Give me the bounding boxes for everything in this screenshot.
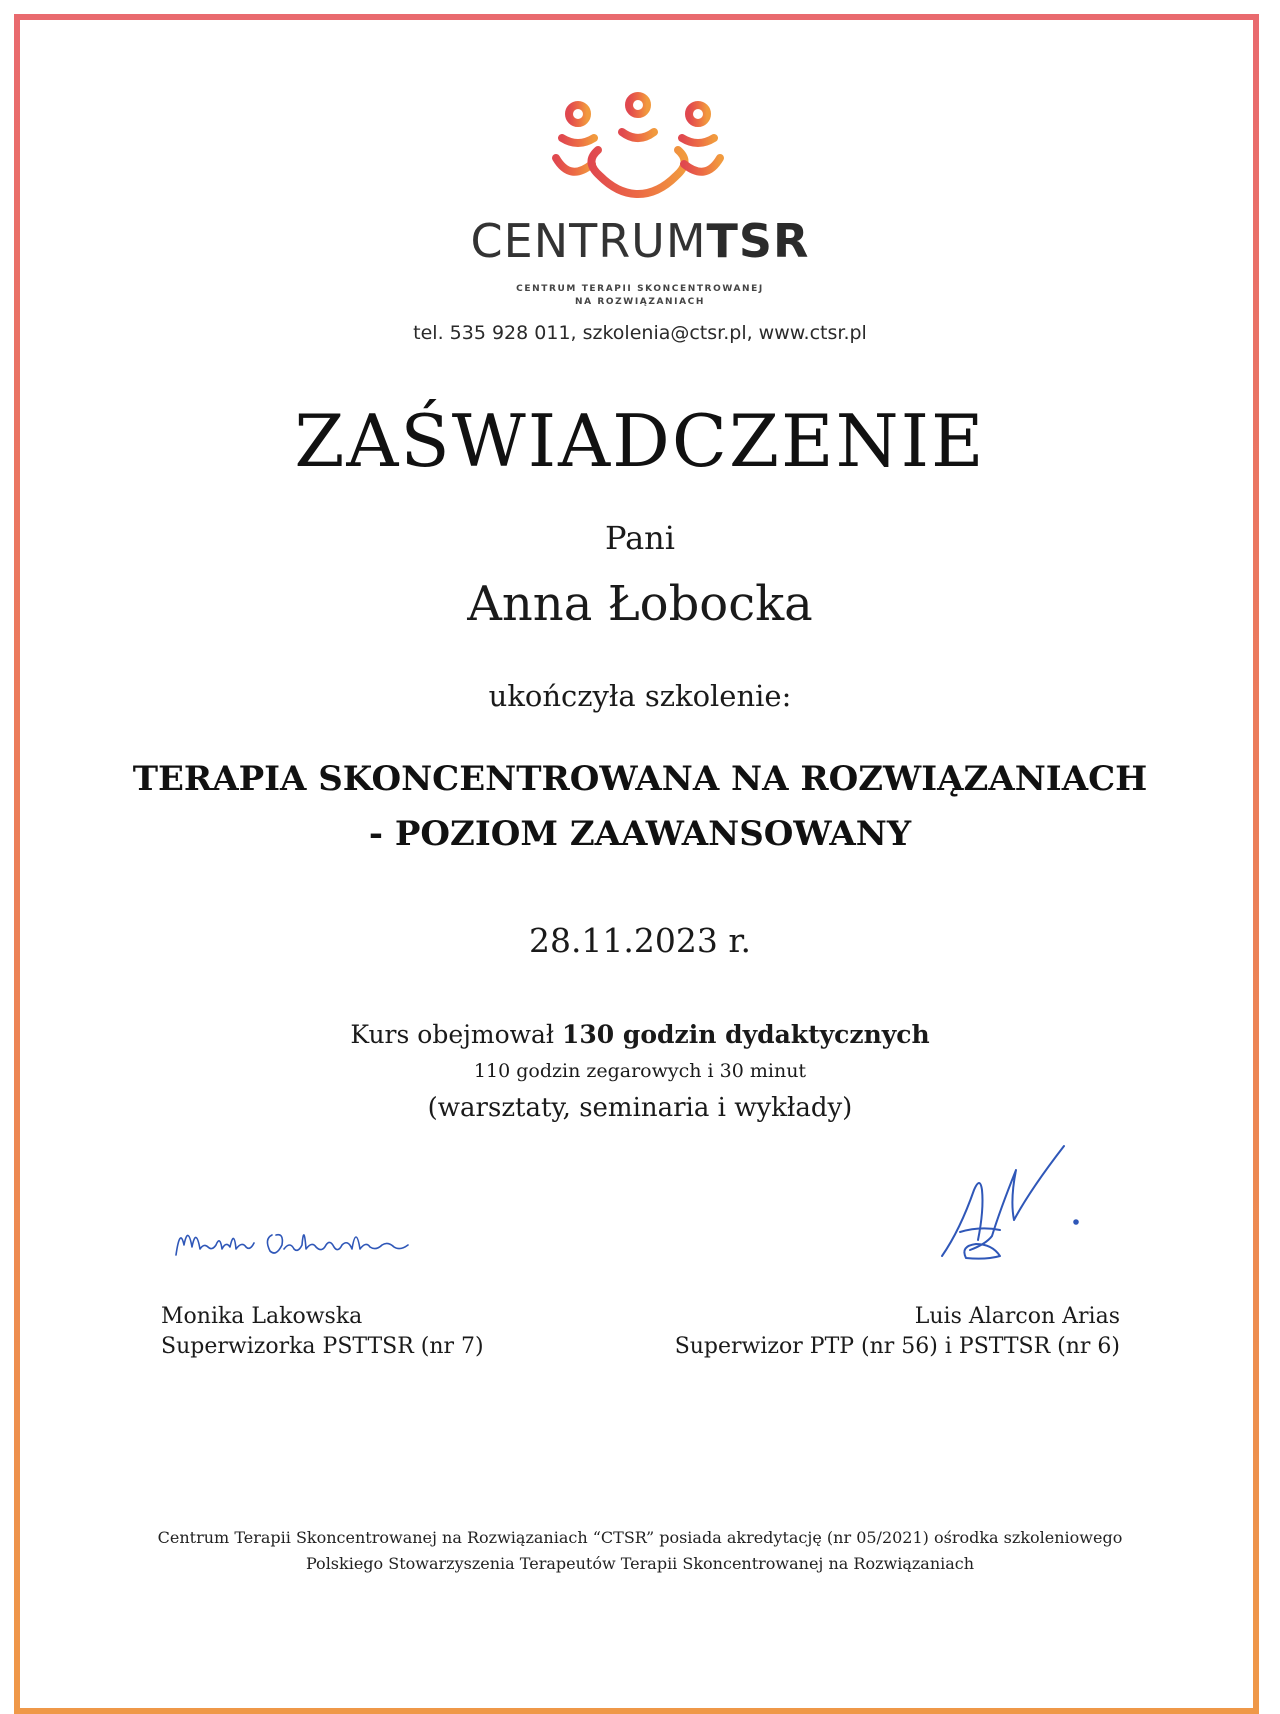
signer-left-role: Superwizorka PSTTSR (nr 7): [161, 1334, 484, 1359]
course-hours-detail: 110 godzin zegarowych i 30 minut: [473, 1060, 807, 1082]
hours-bold: 130 godzin dydaktycznych: [561, 1020, 930, 1049]
brand-subtitle-line2: NA ROZWIĄZANIACH: [574, 297, 706, 307]
course-hours: [0, 1022, 1280, 1047]
certificate-title: ZAŚWIADCZENIE: [294, 399, 986, 483]
completion-date: 28.11.2023 r.: [528, 921, 752, 960]
three-people-logo-icon: [548, 92, 728, 202]
completed-text: ukończyła szkolenie:: [488, 679, 792, 713]
salutation: Pani: [604, 519, 675, 557]
brand-bold: TSR: [706, 214, 810, 268]
brand-subtitle-line1: CENTRUM TERAPII SKONCENTROWANEJ: [516, 284, 764, 294]
accreditation-line1: Centrum Terapii Skoncentrowanej na Rozwiązaniach “CTSR” posiada akredytację (nr 05/2021) ośrodka szkoleniowego: [157, 1528, 1123, 1547]
accreditation-line2: Polskiego Stowarzyszenia Terapeutów Terapii Skoncentrowanej na Rozwiązaniach: [305, 1554, 975, 1573]
course-title-line1: TERAPIA SKONCENTROWANA NA ROZWIĄZANIACH: [132, 759, 1148, 799]
brand-light: CENTRUM: [470, 214, 707, 268]
signer-right-role: Superwizor PTP (nr 56) i PSTTSR (nr 6): [674, 1334, 1120, 1359]
recipient-name: Anna Łobocka: [467, 576, 813, 632]
signer-right-name: Luis Alarcon Arias: [914, 1304, 1120, 1329]
signature-right-image: [930, 1140, 1090, 1270]
course-format-note: (warsztaty, seminaria i wykłady): [427, 1093, 853, 1123]
signer-left-name: Monika Lakowska: [161, 1304, 363, 1329]
signature-left-image: [172, 1205, 412, 1275]
contact-info: tel. 535 928 011, szkolenia@ctsr.pl, www.ctsr.pl: [413, 322, 867, 344]
course-title-line2: - POZIOM ZAAWANSOWANY: [368, 814, 912, 854]
brand-wordmark: [0, 214, 1280, 268]
certificate-border: [14, 14, 1259, 1714]
hours-prefix: Kurs obejmował: [350, 1020, 562, 1049]
